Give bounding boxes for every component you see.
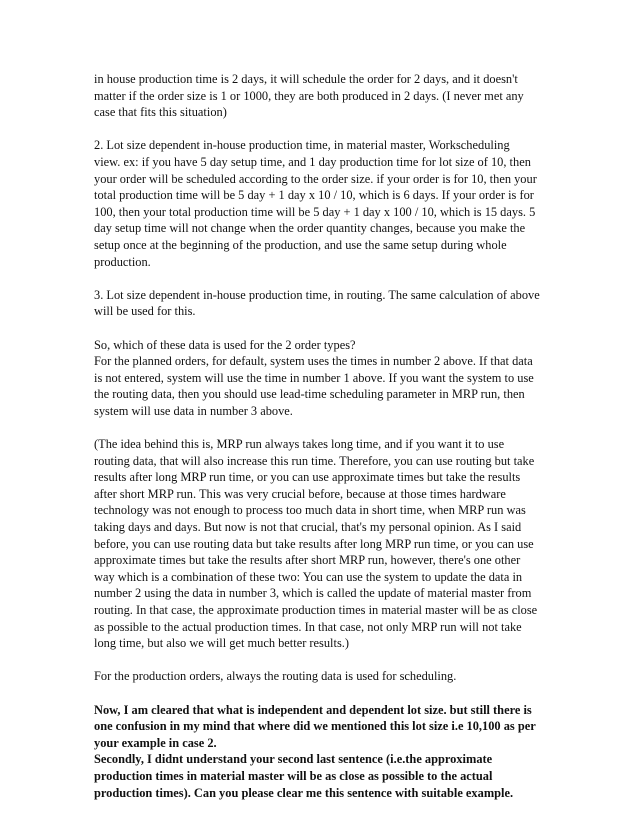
text-line: in house production time is 2 days, it will schedule the order for 2 days, and it doesn't: [94, 72, 518, 86]
paragraph-gap: [94, 419, 546, 436]
text-line: setup once at the beginning of the production, and use the same setup during whole: [94, 237, 507, 252]
paragraph-gap: [94, 121, 546, 138]
paragraph-gap: [94, 270, 546, 287]
text-line: your example in case 2.: [94, 735, 217, 750]
paragraph-gap: [94, 652, 546, 669]
text-line: the routing data, then you should use lead-time scheduling parameter in MRP run, then: [94, 387, 525, 402]
text-line: taking days and days. But now is not that crucial, that's my personal opinion. As I said: [94, 520, 522, 535]
text-line: production.: [94, 254, 151, 269]
text-line: one confusion in my mind that where did we mentioned this lot size i.e 10,100 as per: [94, 719, 536, 734]
text-line: your order will be scheduled according to the order size. if your order is for 10, then your: [94, 171, 537, 186]
paragraph-order-types: [94, 337, 546, 420]
text-line: For the production orders, always the routing data is used for scheduling.: [94, 669, 457, 684]
text-line: way which is a combination of these two: You can use the system to update the data in: [94, 569, 523, 584]
text-line: total production time will be 5 day + 1 day x 10 / 10, which is 6 days. If your order is for: [94, 188, 534, 203]
text-line: after short MRP run. This was very crucial before, because at those times hardware: [94, 486, 506, 501]
text-line: Secondly, I didnt understand your second last sentence (i.e.the approximate: [94, 752, 493, 767]
text-line: matter if the order size is 1 or 1000, they are both produced in 2 days. (I never met any: [94, 88, 524, 103]
text-line: production times). Can you please clear me this sentence with suitable example.: [94, 785, 514, 800]
paragraph-intro: [94, 71, 546, 121]
paragraph-gap: [94, 685, 546, 702]
text-line: will be used for this.: [94, 304, 196, 319]
document-body: [94, 71, 546, 801]
text-line: system will use data in number 3 above.: [94, 403, 293, 418]
text-line: For the planned orders, for default, system uses the times in number 2 above. If that data: [94, 354, 533, 369]
paragraph-question: [94, 702, 546, 802]
text-line: long time, but also we will get much better results.): [94, 636, 349, 651]
text-line: Now, I am cleared that what is independent and dependent lot size. but still there is: [94, 702, 532, 717]
text-line: So, which of these data is used for the 2 order types?: [94, 337, 356, 352]
text-line: is not entered, system will use the time in number 1 above. If you want the system to use: [94, 370, 534, 385]
paragraph-gap: [94, 320, 546, 337]
text-line: approximate times but take the results after short MRP run, however, there's one other: [94, 553, 521, 568]
text-line: as possible to the actual production times. In that case, not only MRP run will not take: [94, 619, 522, 634]
paragraph-point-3: [94, 287, 546, 320]
paragraph-point-2: [94, 137, 546, 270]
text-line: 100, then your total production time will be 5 day + 1 day x 100 / 10, which is 15 days. 5: [94, 204, 536, 219]
text-line: day setup time will not change when the order quantity changes, because you make the: [94, 221, 526, 236]
text-line: results after long MRP run time, or you can use approximate times but take the results: [94, 470, 521, 485]
paragraph-production-orders: [94, 668, 546, 685]
text-line: before, you can use routing data but take results after long MRP run time, or you can use: [94, 536, 534, 551]
text-line: number 2 using the data in number 3, which is called the update of material master from: [94, 586, 532, 601]
text-line: view. ex: if you have 5 day setup time, and 1 day production time for lot size of 10, then: [94, 154, 531, 169]
text-line: routing data, that will also increase this run time. Therefore, you can use routing but take: [94, 453, 535, 468]
text-line: production times in material master will be as close as possible to the actual: [94, 768, 493, 783]
text-line: technology was not enough to process too much data in short time, when MRP run was: [94, 503, 526, 518]
paragraph-idea: [94, 436, 546, 652]
text-line: (The idea behind this is, MRP run always takes long time, and if you want it to use: [94, 437, 505, 452]
text-line: 2. Lot size dependent in-house production time, in material master, Workscheduling: [94, 138, 510, 153]
text-line: case that fits this situation): [94, 105, 227, 120]
text-line: 3. Lot size dependent in-house production time, in routing. The same calculation of above: [94, 287, 540, 302]
text-line: routing. In that case, the approximate production times in material master will be as close: [94, 603, 538, 617]
